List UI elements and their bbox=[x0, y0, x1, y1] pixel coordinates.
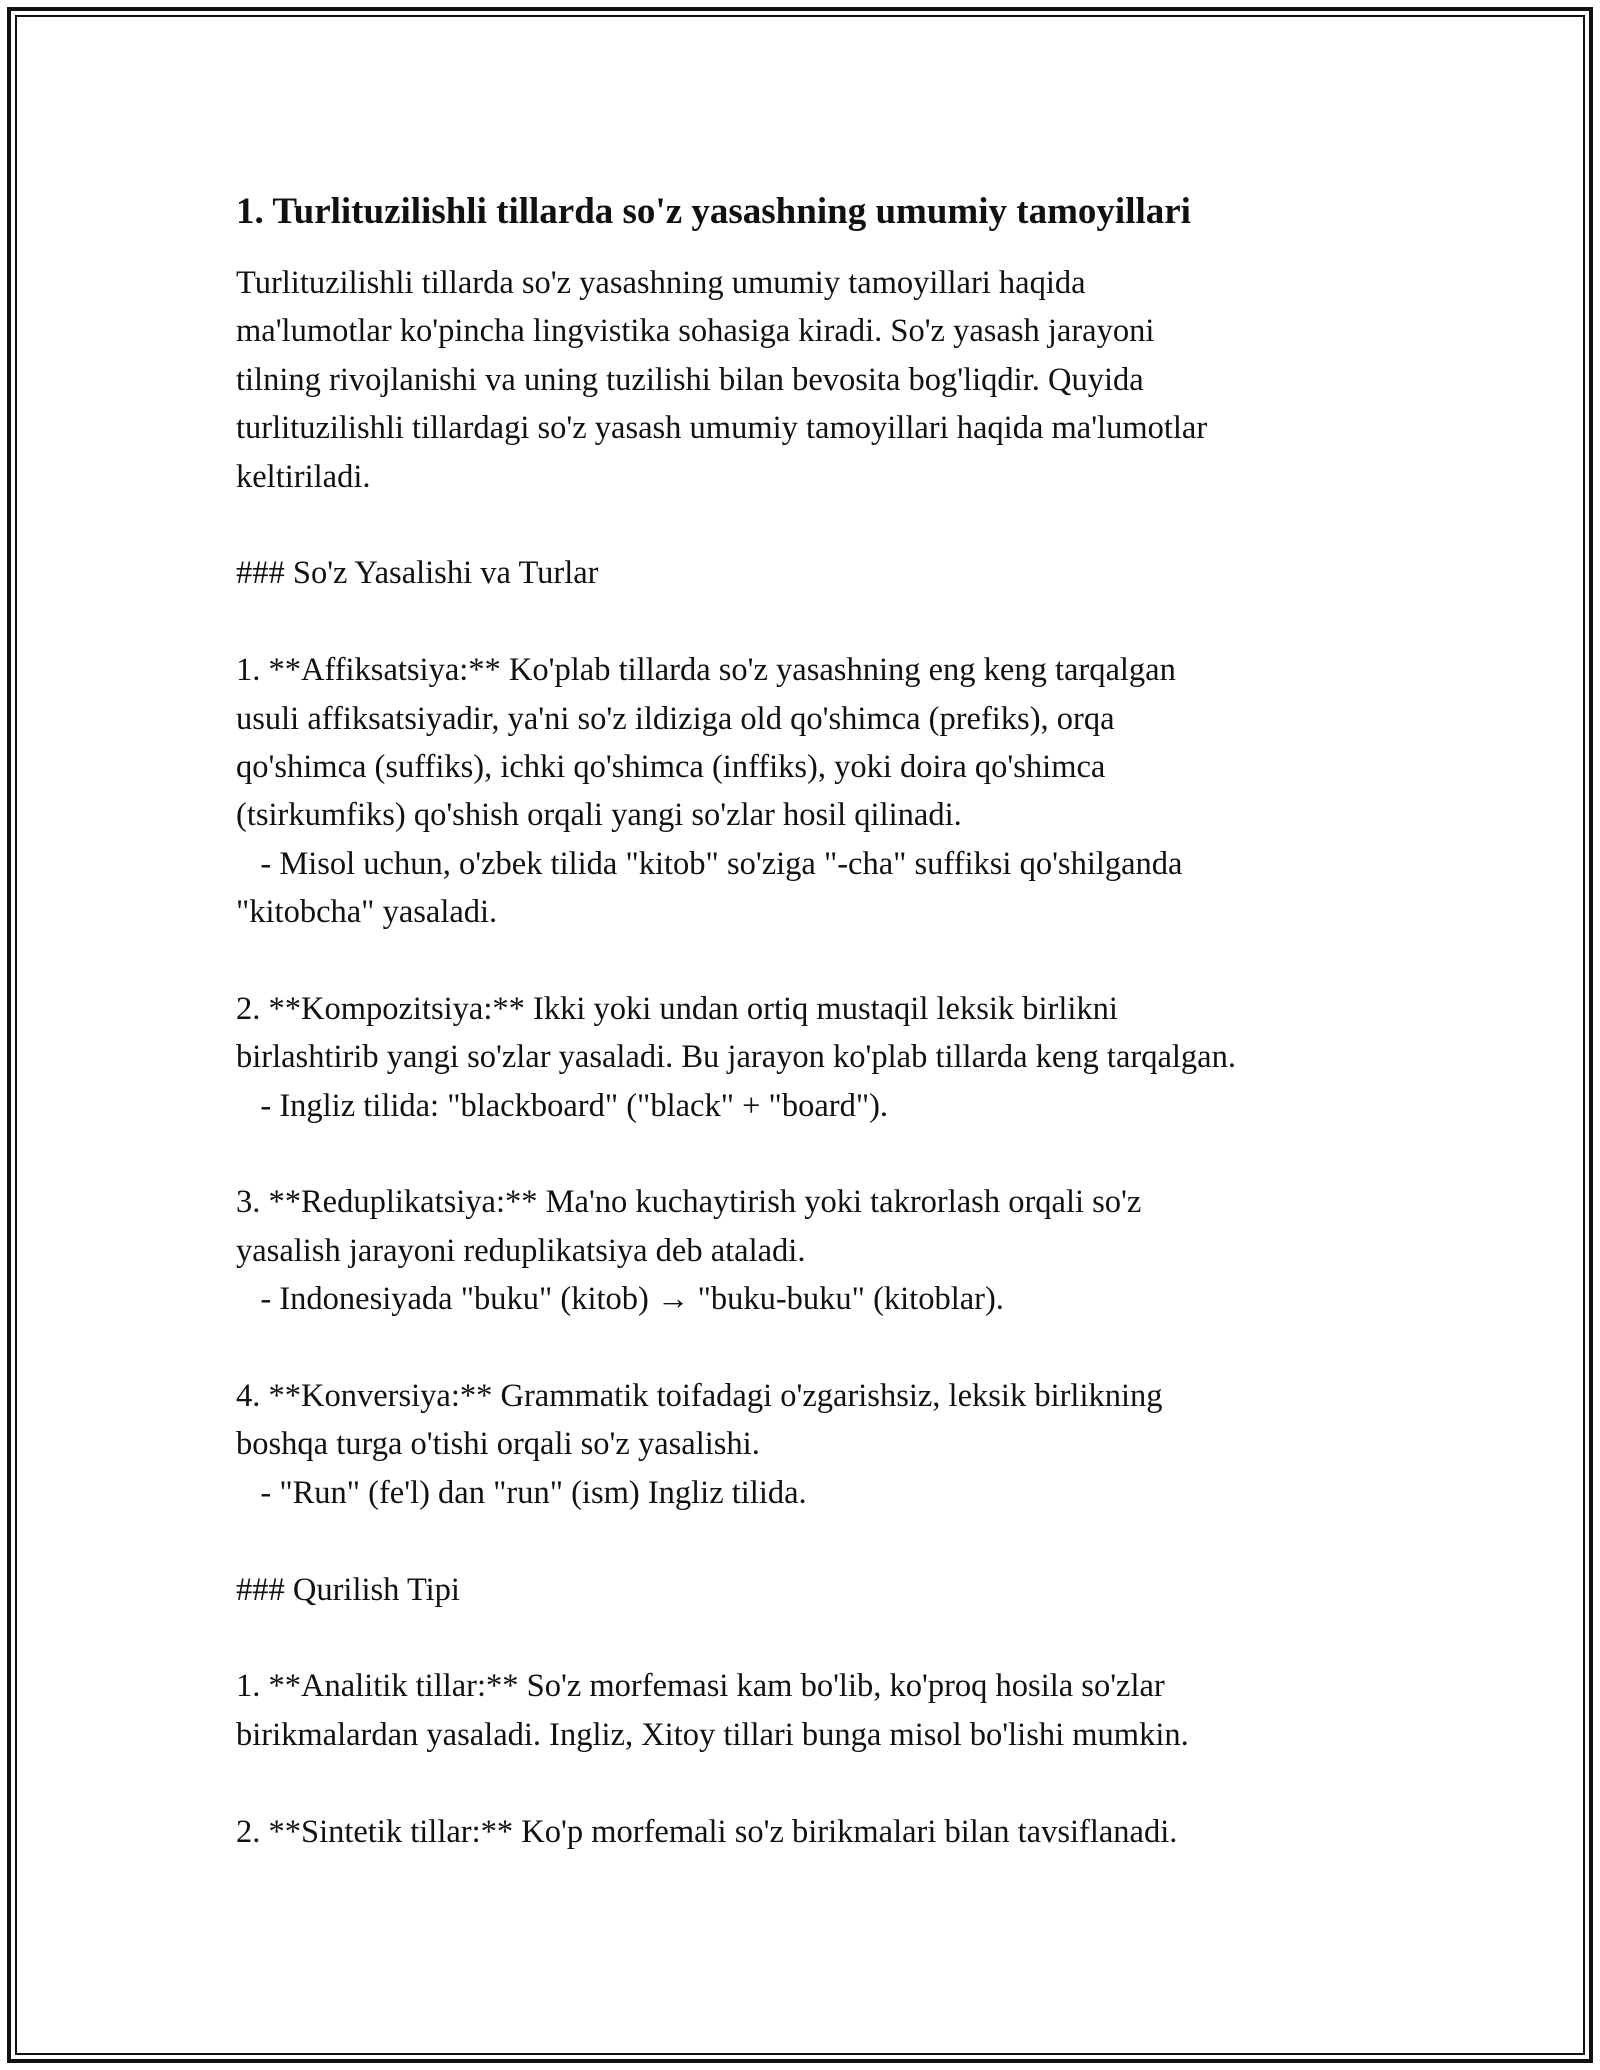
paragraph-gap bbox=[236, 1517, 1396, 1565]
list-item-line: (tsirkumfiks) qo'shish orqali yangi so'zlar hosil qilinadi. bbox=[236, 797, 962, 834]
paragraph-gap bbox=[236, 936, 1396, 984]
list-item-line: 2. **Kompozitsiya:** Ikki yoki undan ortiq mustaqil leksik birlikni bbox=[236, 990, 1118, 1027]
list-item-affiksatsiya bbox=[236, 646, 1396, 936]
intro-line: keltiriladi. bbox=[236, 458, 371, 495]
paragraph-gap bbox=[236, 501, 1396, 549]
paragraph-gap bbox=[236, 1130, 1396, 1178]
list-item-line: - Indonesiyada "buku" (kitob) → "buku-buku" (kitoblar). bbox=[236, 1281, 1004, 1318]
list-item-line: "kitobcha" yasaladi. bbox=[236, 894, 498, 931]
intro-line: Turlituzilishli tillarda so'z yasashning umumiy tamoyillari haqida bbox=[236, 265, 1086, 301]
list-item-line: 1. **Affiksatsiya:** Ko'plab tillarda so'z yasashning eng keng tarqalgan bbox=[236, 652, 1176, 689]
list-item-line: birlashtirib yangi so'zlar yasaladi. Bu jarayon ko'plab tillarda keng tarqalgan. bbox=[236, 1039, 1236, 1076]
list-item-line: usuli affiksatsiyadir, ya'ni so'z ildiziga old qo'shimca (prefiks), orqa bbox=[236, 700, 1115, 737]
list-item-line: boshqa turga o'tishi orqali so'z yasalishi. bbox=[236, 1426, 760, 1463]
list-item-line: 2. **Sintetik tillar:** Ko'p morfemali so'z birikmalari bilan tavsiflanadi. bbox=[236, 1813, 1178, 1850]
list-item-line: yasalish jarayoni reduplikatsiya deb ataladi. bbox=[236, 1232, 806, 1269]
list-item-line: 3. **Reduplikatsiya:** Ma'no kuchaytirish yoki takrorlash orqali so'z bbox=[236, 1184, 1142, 1221]
list-item-line: - Misol uchun, o'zbek tilida "kitob" so'ziga "-cha" suffiksi qo'shilganda bbox=[236, 845, 1183, 882]
list-item-kompozitsiya bbox=[236, 985, 1396, 1130]
list-item-analitik bbox=[236, 1662, 1396, 1759]
list-item-reduplikatsiya bbox=[236, 1178, 1396, 1323]
paragraph-gap bbox=[236, 1324, 1396, 1372]
document-title: 1. Turlituzilishli tillarda so'z yasashning umumiy tamoyillari bbox=[236, 191, 1191, 232]
section-heading-construction-type: ### Qurilish Tipi bbox=[236, 1571, 460, 1608]
list-item-line: - "Run" (fe'l) dan "run" (ism) Ingliz tilida. bbox=[236, 1474, 807, 1511]
list-item-line: 1. **Analitik tillar:** So'z morfemasi kam bo'lib, ko'proq hosila so'zlar bbox=[236, 1668, 1165, 1705]
paragraph-gap bbox=[236, 598, 1396, 646]
document-body bbox=[236, 188, 1396, 1856]
paragraph-gap bbox=[236, 1614, 1396, 1662]
intro-line: turlituzilishli tillardagi so'z yasash umumiy tamoyillari haqida ma'lumotlar bbox=[236, 410, 1208, 447]
list-item-line: qo'shimca (suffiks), ichki qo'shimca (inffiks), yoki doira qo'shimca bbox=[236, 748, 1106, 785]
list-item-line: - Ingliz tilida: "blackboard" ("black" + "board"). bbox=[236, 1087, 889, 1124]
section-heading-word-formation: ### So'z Yasalishi va Turlar bbox=[236, 555, 599, 592]
list-item-sintetik bbox=[236, 1808, 1396, 1856]
paragraph-gap bbox=[236, 1759, 1396, 1807]
intro-line: ma'lumotlar ko'pincha lingvistika sohasiga kiradi. So'z yasash jarayoni bbox=[236, 313, 1155, 350]
list-item-konversiya bbox=[236, 1372, 1396, 1517]
intro-line: tilning rivojlanishi va uning tuzilishi bilan bevosita bog'liqdir. Quyida bbox=[236, 361, 1144, 398]
list-item-line: birikmalardan yasaladi. Ingliz, Xitoy tillari bunga misol bo'lishi mumkin. bbox=[236, 1716, 1189, 1753]
list-item-line: 4. **Konversiya:** Grammatik toifadagi o'zgarishsiz, leksik birlikning bbox=[236, 1377, 1163, 1414]
intro-paragraph bbox=[236, 259, 1396, 501]
